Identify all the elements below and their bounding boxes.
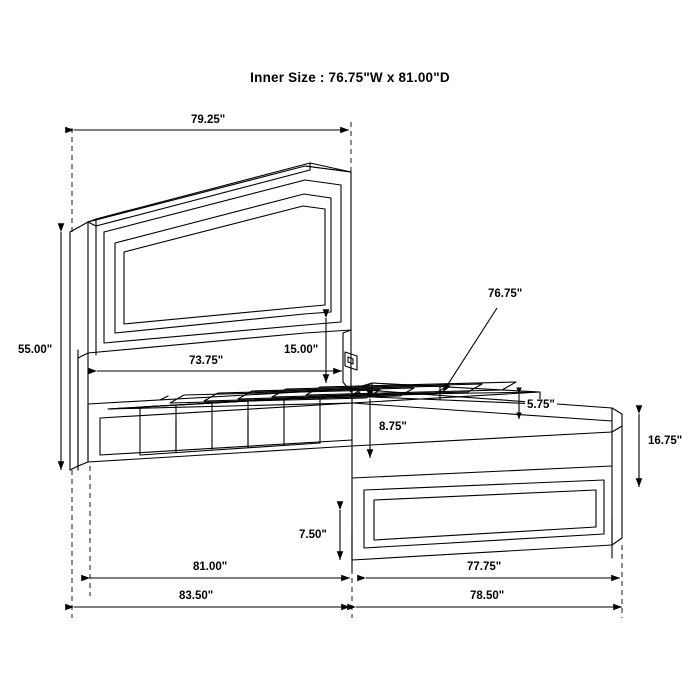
dim-label-footboard-height: 16.75" bbox=[648, 435, 683, 447]
dim-label-inner-width: 76.75" bbox=[488, 288, 523, 300]
dim-label-inner-length: 81.00" bbox=[193, 561, 228, 573]
page-title: Inner Size : 76.75"W x 81.00"D bbox=[250, 70, 450, 85]
dim-label-side-rail-depth: 5.75" bbox=[527, 399, 555, 411]
dim-label-overall-height: 55.00" bbox=[18, 344, 53, 356]
dim-label-side-length-upper: 77.75" bbox=[467, 561, 502, 573]
dim-label-overall-length-left: 83.50" bbox=[179, 590, 214, 602]
dim-label-rail-clearance: 7.50" bbox=[299, 529, 327, 541]
leader-line-inner-width bbox=[443, 308, 497, 392]
dim-label-overall-length-right: 78.50" bbox=[470, 590, 505, 602]
dim-label-panel-width: 73.75" bbox=[189, 355, 224, 367]
dim-label-headboard-lower: 15.00" bbox=[284, 344, 319, 356]
dim-label-headboard-width: 79.25" bbox=[191, 114, 226, 126]
dim-label-rail-inner-height: 8.75" bbox=[379, 421, 407, 433]
